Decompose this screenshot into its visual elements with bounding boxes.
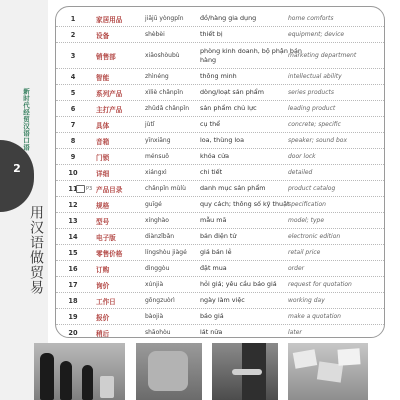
- vietnamese-meaning: chi tiết: [200, 168, 223, 176]
- photo-device: [136, 343, 202, 400]
- table-row: [56, 43, 384, 69]
- photo-catalogs: [288, 343, 368, 400]
- english-meaning: home comforts: [288, 14, 334, 22]
- pinyin: jùtǐ: [145, 121, 155, 128]
- english-meaning: electronic edition: [288, 232, 341, 240]
- book-title: 用汉语做贸易: [28, 205, 44, 295]
- english-meaning: concrete; specific: [288, 120, 341, 128]
- table-row: [56, 277, 384, 293]
- row-number: 4: [70, 72, 76, 81]
- english-meaning: request for quotation: [288, 280, 352, 288]
- pinyin: bàojià: [145, 313, 164, 320]
- table-row: [56, 165, 384, 181]
- chinese-term: 具体: [96, 121, 110, 130]
- chinese-term: 门锁: [96, 153, 110, 162]
- row-number: 3: [70, 51, 76, 60]
- chinese-term: 音箱: [96, 137, 110, 146]
- pinyin: xiāoshòubù: [145, 52, 180, 59]
- row-number: 20: [68, 328, 78, 337]
- vietnamese-meaning: giá bán lẻ: [200, 248, 232, 256]
- pinyin: shèbèi: [145, 31, 165, 38]
- series-title: 新时代经贸汉语口语: [22, 88, 30, 151]
- row-number: 9: [70, 152, 76, 161]
- pinyin: shāohòu: [145, 329, 171, 336]
- vietnamese-meaning: phòng kinh doanh, bộ phận bán hàng: [200, 46, 302, 64]
- row-number: 2: [70, 30, 76, 39]
- pinyin: dìnggòu: [145, 265, 170, 272]
- chinese-term: 家居用品: [96, 15, 123, 24]
- vietnamese-meaning: quy cách; thông số kỹ thuật: [200, 200, 290, 208]
- chinese-term: 智能: [96, 73, 110, 82]
- chinese-term: 产品目录: [96, 185, 123, 194]
- table-row: [56, 309, 384, 325]
- pinyin: zhìnéng: [145, 73, 169, 80]
- english-meaning: product catalog: [288, 184, 336, 192]
- row-number: 18: [68, 296, 78, 305]
- table-row: [56, 325, 384, 338]
- english-meaning: order: [288, 264, 305, 272]
- chinese-term: 询价: [96, 281, 110, 290]
- chinese-term: 报价: [96, 313, 110, 322]
- vietnamese-meaning: thiết bị: [200, 30, 223, 38]
- table-row: [56, 229, 384, 245]
- pinyin: diànzǐbǎn: [145, 233, 175, 240]
- chinese-term: 规格: [96, 201, 110, 210]
- vietnamese-meaning: mẫu mã: [200, 216, 227, 224]
- table-row: [56, 69, 384, 85]
- vietnamese-meaning: đặt mua: [200, 264, 227, 272]
- row-number: 15: [68, 248, 78, 257]
- english-meaning: specification: [288, 200, 326, 208]
- vietnamese-meaning: lát nữa: [200, 328, 223, 336]
- english-meaning: later: [288, 328, 302, 336]
- english-meaning: intellectual ability: [288, 72, 342, 80]
- table-row: [56, 85, 384, 101]
- row-number: 14: [68, 232, 78, 241]
- row-number: 1: [70, 14, 76, 23]
- vietnamese-meaning: hỏi giá; yêu cầu báo giá: [200, 280, 277, 288]
- pinyin: xúnjià: [145, 281, 164, 288]
- pinyin: guīgé: [145, 201, 162, 208]
- pinyin: jiājū yòngpǐn: [145, 15, 184, 22]
- chinese-term: 设备: [96, 31, 110, 40]
- vietnamese-meaning: khóa cửa: [200, 152, 230, 160]
- table-row: [56, 133, 384, 149]
- pinyin: zhǔdǎ chǎnpǐn: [145, 105, 190, 112]
- pinyin: yīnxiāng: [145, 137, 171, 144]
- vietnamese-meaning: loa, thùng loa: [200, 136, 245, 144]
- vietnamese-meaning: sản phẩm chủ lực: [200, 104, 257, 112]
- row-number: 5: [70, 88, 76, 97]
- page-ref-text: P3: [86, 185, 93, 192]
- chinese-term: 工作日: [96, 297, 116, 306]
- chinese-term: 零售价格: [96, 249, 123, 258]
- vietnamese-meaning: thông minh: [200, 72, 237, 80]
- pinyin: xínghào: [145, 217, 169, 224]
- chinese-term: 订购: [96, 265, 110, 274]
- pinyin: xìliè chǎnpǐn: [145, 89, 184, 96]
- english-meaning: equipment; device: [288, 30, 345, 38]
- row-number: 17: [68, 280, 78, 289]
- chinese-term: 销售部: [96, 52, 116, 61]
- row-number: 11: [68, 184, 78, 193]
- english-meaning: make a quotation: [288, 312, 341, 320]
- vietnamese-meaning: đồ/hàng gia dụng: [200, 14, 257, 22]
- vietnamese-meaning: ngày làm việc: [200, 296, 245, 304]
- vietnamese-meaning: bản điện tử: [200, 232, 237, 240]
- chinese-term: 详细: [96, 169, 110, 178]
- row-number: 10: [68, 168, 78, 177]
- chinese-term: 电子版: [96, 233, 116, 242]
- row-number: 8: [70, 136, 76, 145]
- chapter-number: 2: [13, 162, 21, 175]
- vietnamese-meaning: danh mục sản phẩm: [200, 184, 266, 192]
- english-meaning: leading product: [288, 104, 336, 112]
- page-ref-badge: [76, 181, 92, 196]
- table-row: [56, 197, 384, 213]
- table-row: [56, 149, 384, 165]
- pinyin: xiángxì: [145, 169, 167, 176]
- photo-bottles: [34, 343, 125, 400]
- row-number: 16: [68, 264, 78, 273]
- vocabulary-table: [55, 6, 385, 338]
- english-meaning: detailed: [288, 168, 313, 176]
- photo-door: [212, 343, 278, 400]
- pinyin: gōngzuòrì: [145, 297, 175, 304]
- pinyin: ménsuǒ: [145, 153, 169, 160]
- english-meaning: marketing department: [288, 51, 357, 59]
- row-number: 12: [68, 200, 78, 209]
- table-row: [56, 293, 384, 309]
- vietnamese-meaning: dòng/loạt sản phẩm: [200, 88, 264, 96]
- table-row: [56, 101, 384, 117]
- vietnamese-meaning: cụ thể: [200, 120, 221, 128]
- chinese-term: 主打产品: [96, 105, 123, 114]
- chinese-term: 稍后: [96, 329, 110, 338]
- english-meaning: retail price: [288, 248, 321, 256]
- table-row: [56, 261, 384, 277]
- row-number: 7: [70, 120, 76, 129]
- english-meaning: working day: [288, 296, 325, 304]
- table-row: [56, 181, 384, 197]
- english-meaning: door lock: [288, 152, 316, 160]
- book-icon: [76, 185, 85, 193]
- pinyin: chǎnpǐn mùlù: [145, 185, 186, 192]
- table-row: [56, 213, 384, 229]
- row-number: 19: [68, 312, 78, 321]
- chinese-term: 型号: [96, 217, 110, 226]
- pinyin: língshòu jiàgé: [145, 249, 187, 256]
- chinese-term: 系列产品: [96, 89, 123, 98]
- english-meaning: model; type: [288, 216, 325, 224]
- table-row: [56, 11, 384, 27]
- table-row: [56, 27, 384, 43]
- table-row: [56, 117, 384, 133]
- table-row: [56, 245, 384, 261]
- english-meaning: series products: [288, 88, 335, 96]
- row-number: 13: [68, 216, 78, 225]
- row-number: 6: [70, 104, 76, 113]
- english-meaning: speaker; sound box: [288, 136, 348, 144]
- vietnamese-meaning: báo giá: [200, 312, 224, 320]
